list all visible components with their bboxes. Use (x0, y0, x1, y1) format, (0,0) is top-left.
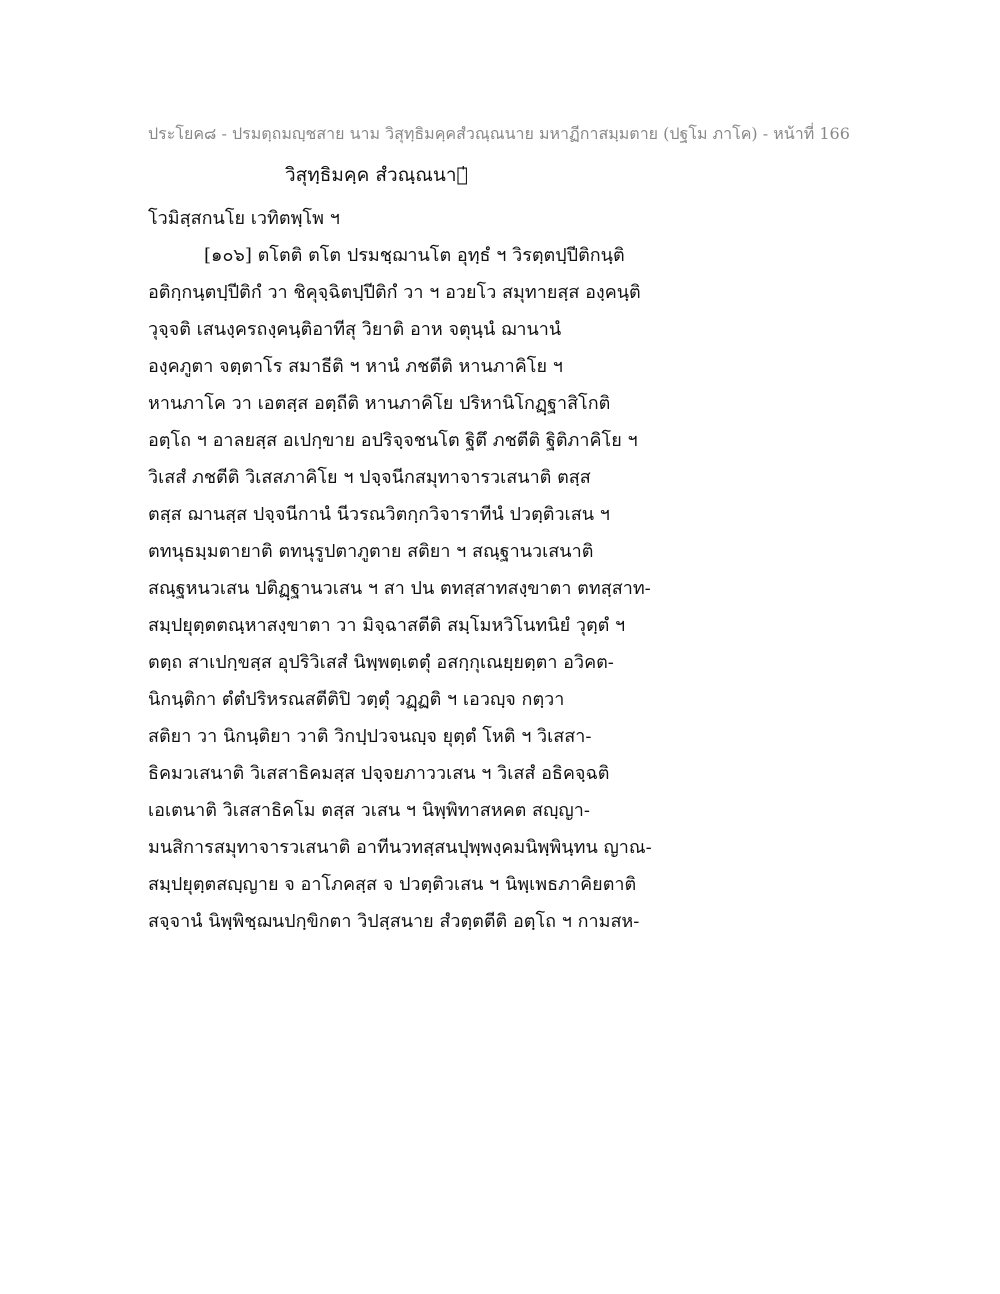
text-line: หานภาโค วา เอตสฺส อตฺถีติ หานภาคิโย ปริหานิโกฏฺฐาสิโกติ (148, 393, 611, 414)
paragraph-start-line: [๑๐๖] ตโตติ ตโต ปรมชฺฌานโต อุทฺธํ ฯ วิรตฺตปฺปีติกนฺติ (204, 245, 625, 266)
text-line: สมฺปยุตฺตสญฺญาย จ อาโภคสฺส จ ปวตฺติวเสน ฯ นิพฺเพธภาคิยตาติ (148, 874, 637, 895)
text-line: สติยา วา นิกนฺติยา วาติ วิกปฺปวจนญฺจ ยุตฺตํ โหติ ฯ วิเสสา- (148, 726, 592, 747)
text-line: วิเสสํ ภชตีติ วิเสสภาคิโย ฯ ปจฺจนีกสมุทาจารวเสนาติ ตสฺส (148, 467, 591, 488)
text-line: เอเตนาติ วิเสสาธิคโม ตสฺส วเสน ฯ นิพฺพิทาสหคต สญฺญา- (148, 800, 590, 821)
body-text (148, 200, 768, 940)
text-line: สจฺจานํ นิพฺพิชฺฌนปกฺขิกตา วิปสฺสนาย สํวตฺตตีติ อตฺโถ ฯ กามสห- (148, 911, 640, 932)
text-line: ธิคมวเสนาติ วิเสสาธิคมสฺส ปจฺจยภาววเสน ฯ วิเสสํ อธิคจฺฉติ (148, 763, 610, 784)
text-line: ตตฺถ สาเปกฺขสฺส อุปริวิเสสํ นิพฺพตฺเตตุํ อสกฺกุเณยฺยตฺตา อวิคต- (148, 652, 614, 673)
text-line: อตฺโถ ฯ อาลยสฺส อเปกฺขาย อปริจฺจชนโต ฐิตึ ภชตีติ ฐิติภาคิโย ฯ (148, 430, 638, 451)
text-line: องฺคภูตา จตฺตาโร สมาธีติ ฯ หานํ ภชตีติ หานภาคิโย ฯ (148, 356, 563, 377)
text-line: โวมิสฺสกนโย เวทิตพฺโพ ฯ (148, 208, 340, 229)
text-line: ตสฺส ฌานสฺส ปจฺจนีกานํ นีวรณวิตกฺกวิจาราทีนํ ปวตฺติวเสน ฯ (148, 504, 610, 525)
running-header: ประโยค๘ - ปรมตฺถมญฺชสาย นาม วิสุทฺธิมคฺคสํวณฺณนาย มหาฏีกาสมฺมตาย (ปฐโม ภาโค) - หน้าที่ 166 (148, 124, 850, 143)
section-title: วิสุทฺธิมคฺค สํวณฺณนาย̍ (285, 164, 468, 186)
text-line: นิกนฺติกา ตํตํปริหรณสตีติปิ วตฺตุํ วฏฺฏติ ฯ เอวญฺจ กตฺวา (148, 689, 565, 710)
text-line: มนสิการสมุทาจารวเสนาติ อาทีนวทสฺสนปุพฺพงฺคมนิพฺพินฺทน ญาณ- (148, 837, 652, 858)
text-line: สณฺฐหนวเสน ปติฏฺฐานวเสน ฯ สา ปน ตทสฺสาทสงฺขาตา ตทสฺสาท- (148, 578, 651, 599)
text-line: อติกฺกนฺตปฺปีติกํ วา ชิคุจฺฉิตปฺปีติกํ วา ฯ อวยโว สมุทายสฺส องฺคนฺติ (148, 282, 641, 303)
text-line: วุจฺจติ เสนงฺครถงฺคนฺติอาทีสุ วิยาติ อาห จตุนฺนํ ฌานานํ (148, 319, 562, 340)
text-line: สมฺปยุตฺตตณฺหาสงฺขาตา วา มิจฺฉาสตีติ สมฺโมหวิโนทนิยํ วุตฺตํ ฯ (148, 615, 626, 636)
text-line: ตทนุธมฺมตายาติ ตทนุรูปตาภูตาย สติยา ฯ สณฺฐานวเสนาติ (148, 541, 594, 562)
